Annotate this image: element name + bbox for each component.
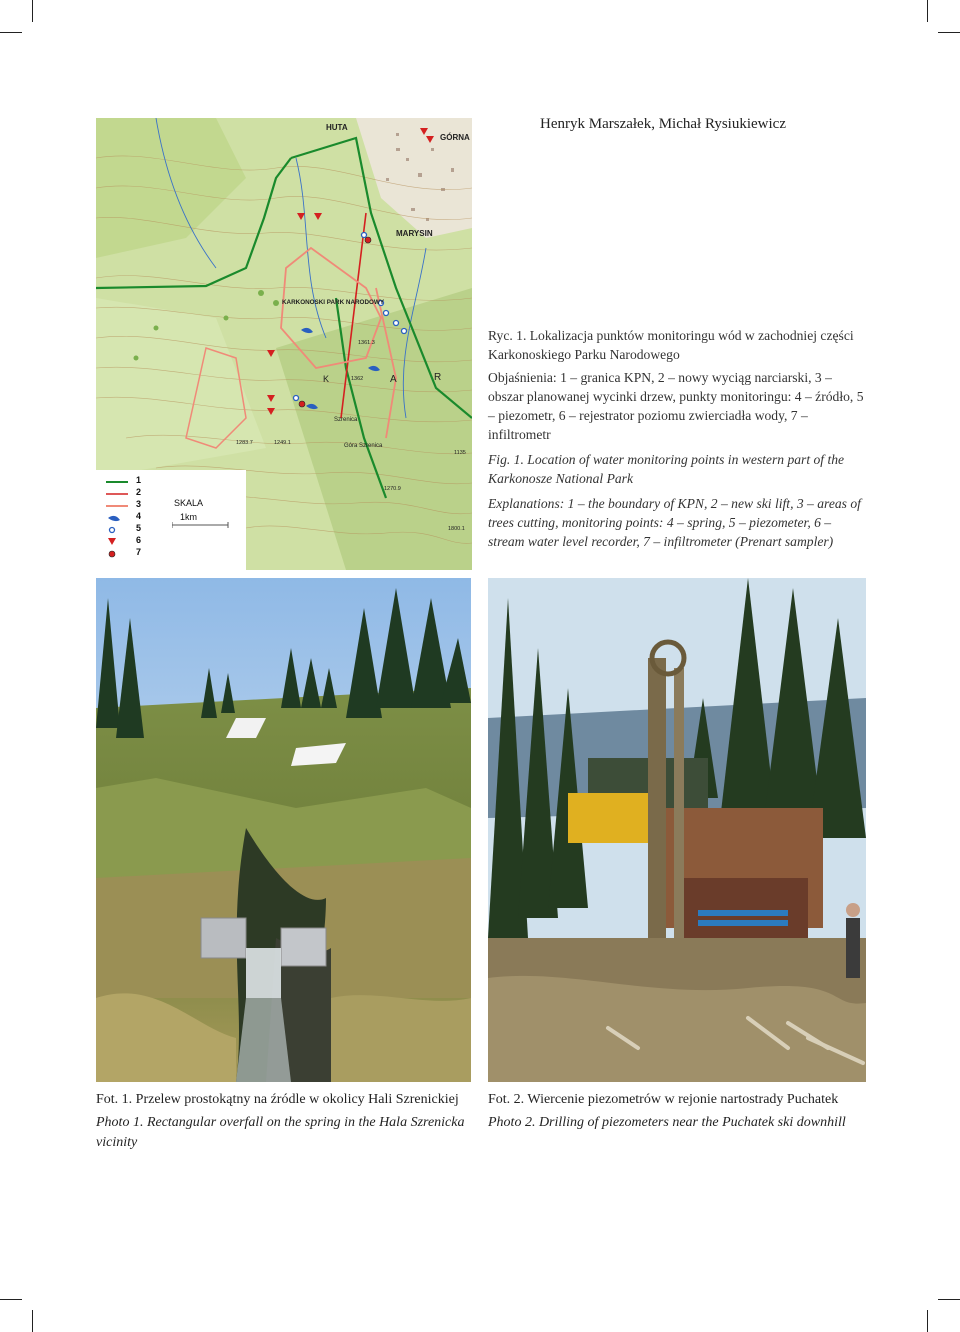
crop-mark <box>32 1310 33 1332</box>
map-label-elevation: 1361.3 <box>358 340 375 346</box>
map-label-r: R <box>434 372 442 383</box>
spring-icon <box>106 512 128 523</box>
photo2-caption-pl: Fot. 2. Wiercenie piezometrów w rejonie nartostrady Puchatek <box>488 1092 839 1107</box>
crop-mark <box>927 1310 928 1332</box>
crop-mark <box>0 32 22 33</box>
map-legend: 1 2 3 4 5 6 7 <box>96 470 246 570</box>
map-label-marysin: MARYSIN <box>396 229 433 238</box>
photo-spring-overfall <box>96 578 471 1082</box>
boundary-line-icon <box>106 476 128 487</box>
running-header-authors: Henryk Marszałek, Michał Rysiukiewicz <box>540 116 786 132</box>
photo1-caption-pl: Fot. 1. Przelew prostokątny na źródle w okolicy Hali Szrenickiej <box>96 1092 459 1107</box>
figure1-caption-pl-title: Ryc. 1. Lokalizacja punktów monitoringu wód w zachodniej części Karkonoskiego Parku Narodowego <box>488 328 854 362</box>
figure1-caption-en-title: Fig. 1. Location of water monitoring points in western part of the Karkonosze National Park <box>488 452 845 486</box>
photo2-caption <box>488 1090 868 1136</box>
crop-mark <box>32 0 33 22</box>
map-label-a: A <box>390 374 397 385</box>
map-label-elevation: 1270.9 <box>384 486 401 492</box>
crop-mark <box>927 0 928 22</box>
map-label-szrenica: Szrenica <box>334 417 358 423</box>
map-label-gorna: GÓRNA <box>440 133 470 142</box>
scale-title: SKALA <box>174 498 204 508</box>
map-label-park: KARKONOSKI PARK NARODOWY <box>282 299 385 306</box>
photo1-caption-en: Photo 1. Rectangular overfall on the spring in the Hala Szrenicka vicinity <box>96 1115 465 1150</box>
crop-mark <box>938 32 960 33</box>
map-label-elevation: 1249.1 <box>274 440 291 446</box>
figure1-caption <box>488 326 866 555</box>
figure1-caption-pl-explanations: Objaśnienia: 1 – granica KPN, 2 – nowy wyciąg narciarski, 3 – obszar planowanej wycinki drzew, punkty monitoringu: 4 – źródło, 5 – piezometr, 6 – rejestrator poziomu zwierciadła wody, 7 – infiltrometr <box>488 370 864 442</box>
cutting-area-line-icon <box>106 500 128 511</box>
scale-value: 1km <box>180 512 198 522</box>
map-label-gora-szrenica: Góra Szrenica <box>344 443 383 449</box>
crop-mark <box>0 1299 22 1300</box>
map-label-huta: HUTA <box>326 123 348 132</box>
piezometer-icon <box>106 524 128 535</box>
ski-lift-line-icon <box>106 488 128 499</box>
infiltrometer-icon <box>106 548 128 559</box>
photo-drilling-piezometers <box>488 578 866 1082</box>
map-label-elevation: 1800.1 <box>448 526 465 532</box>
map-label-k: K <box>323 374 330 384</box>
photo1-caption <box>96 1090 474 1156</box>
photo2-caption-en: Photo 2. Drilling of piezometers near the Puchatek ski downhill <box>488 1115 846 1130</box>
map-label-elevation: 1135 <box>454 450 466 456</box>
crop-mark <box>938 1299 960 1300</box>
map-label-elevation: 1362 <box>351 376 364 382</box>
recorder-icon <box>106 536 128 547</box>
figure1-caption-en-explanations: Explanations: 1 – the boundary of KPN, 2 – new ski lift, 3 – areas of trees cutting, monitoring points: 4 – spring, 5 – piezometer, 6 – stream water level recorder, 7 – infiltrometer (Prenart sampler) <box>488 496 861 549</box>
scale-bar <box>172 521 232 529</box>
map-label-elevation: 1283.7 <box>236 440 253 446</box>
